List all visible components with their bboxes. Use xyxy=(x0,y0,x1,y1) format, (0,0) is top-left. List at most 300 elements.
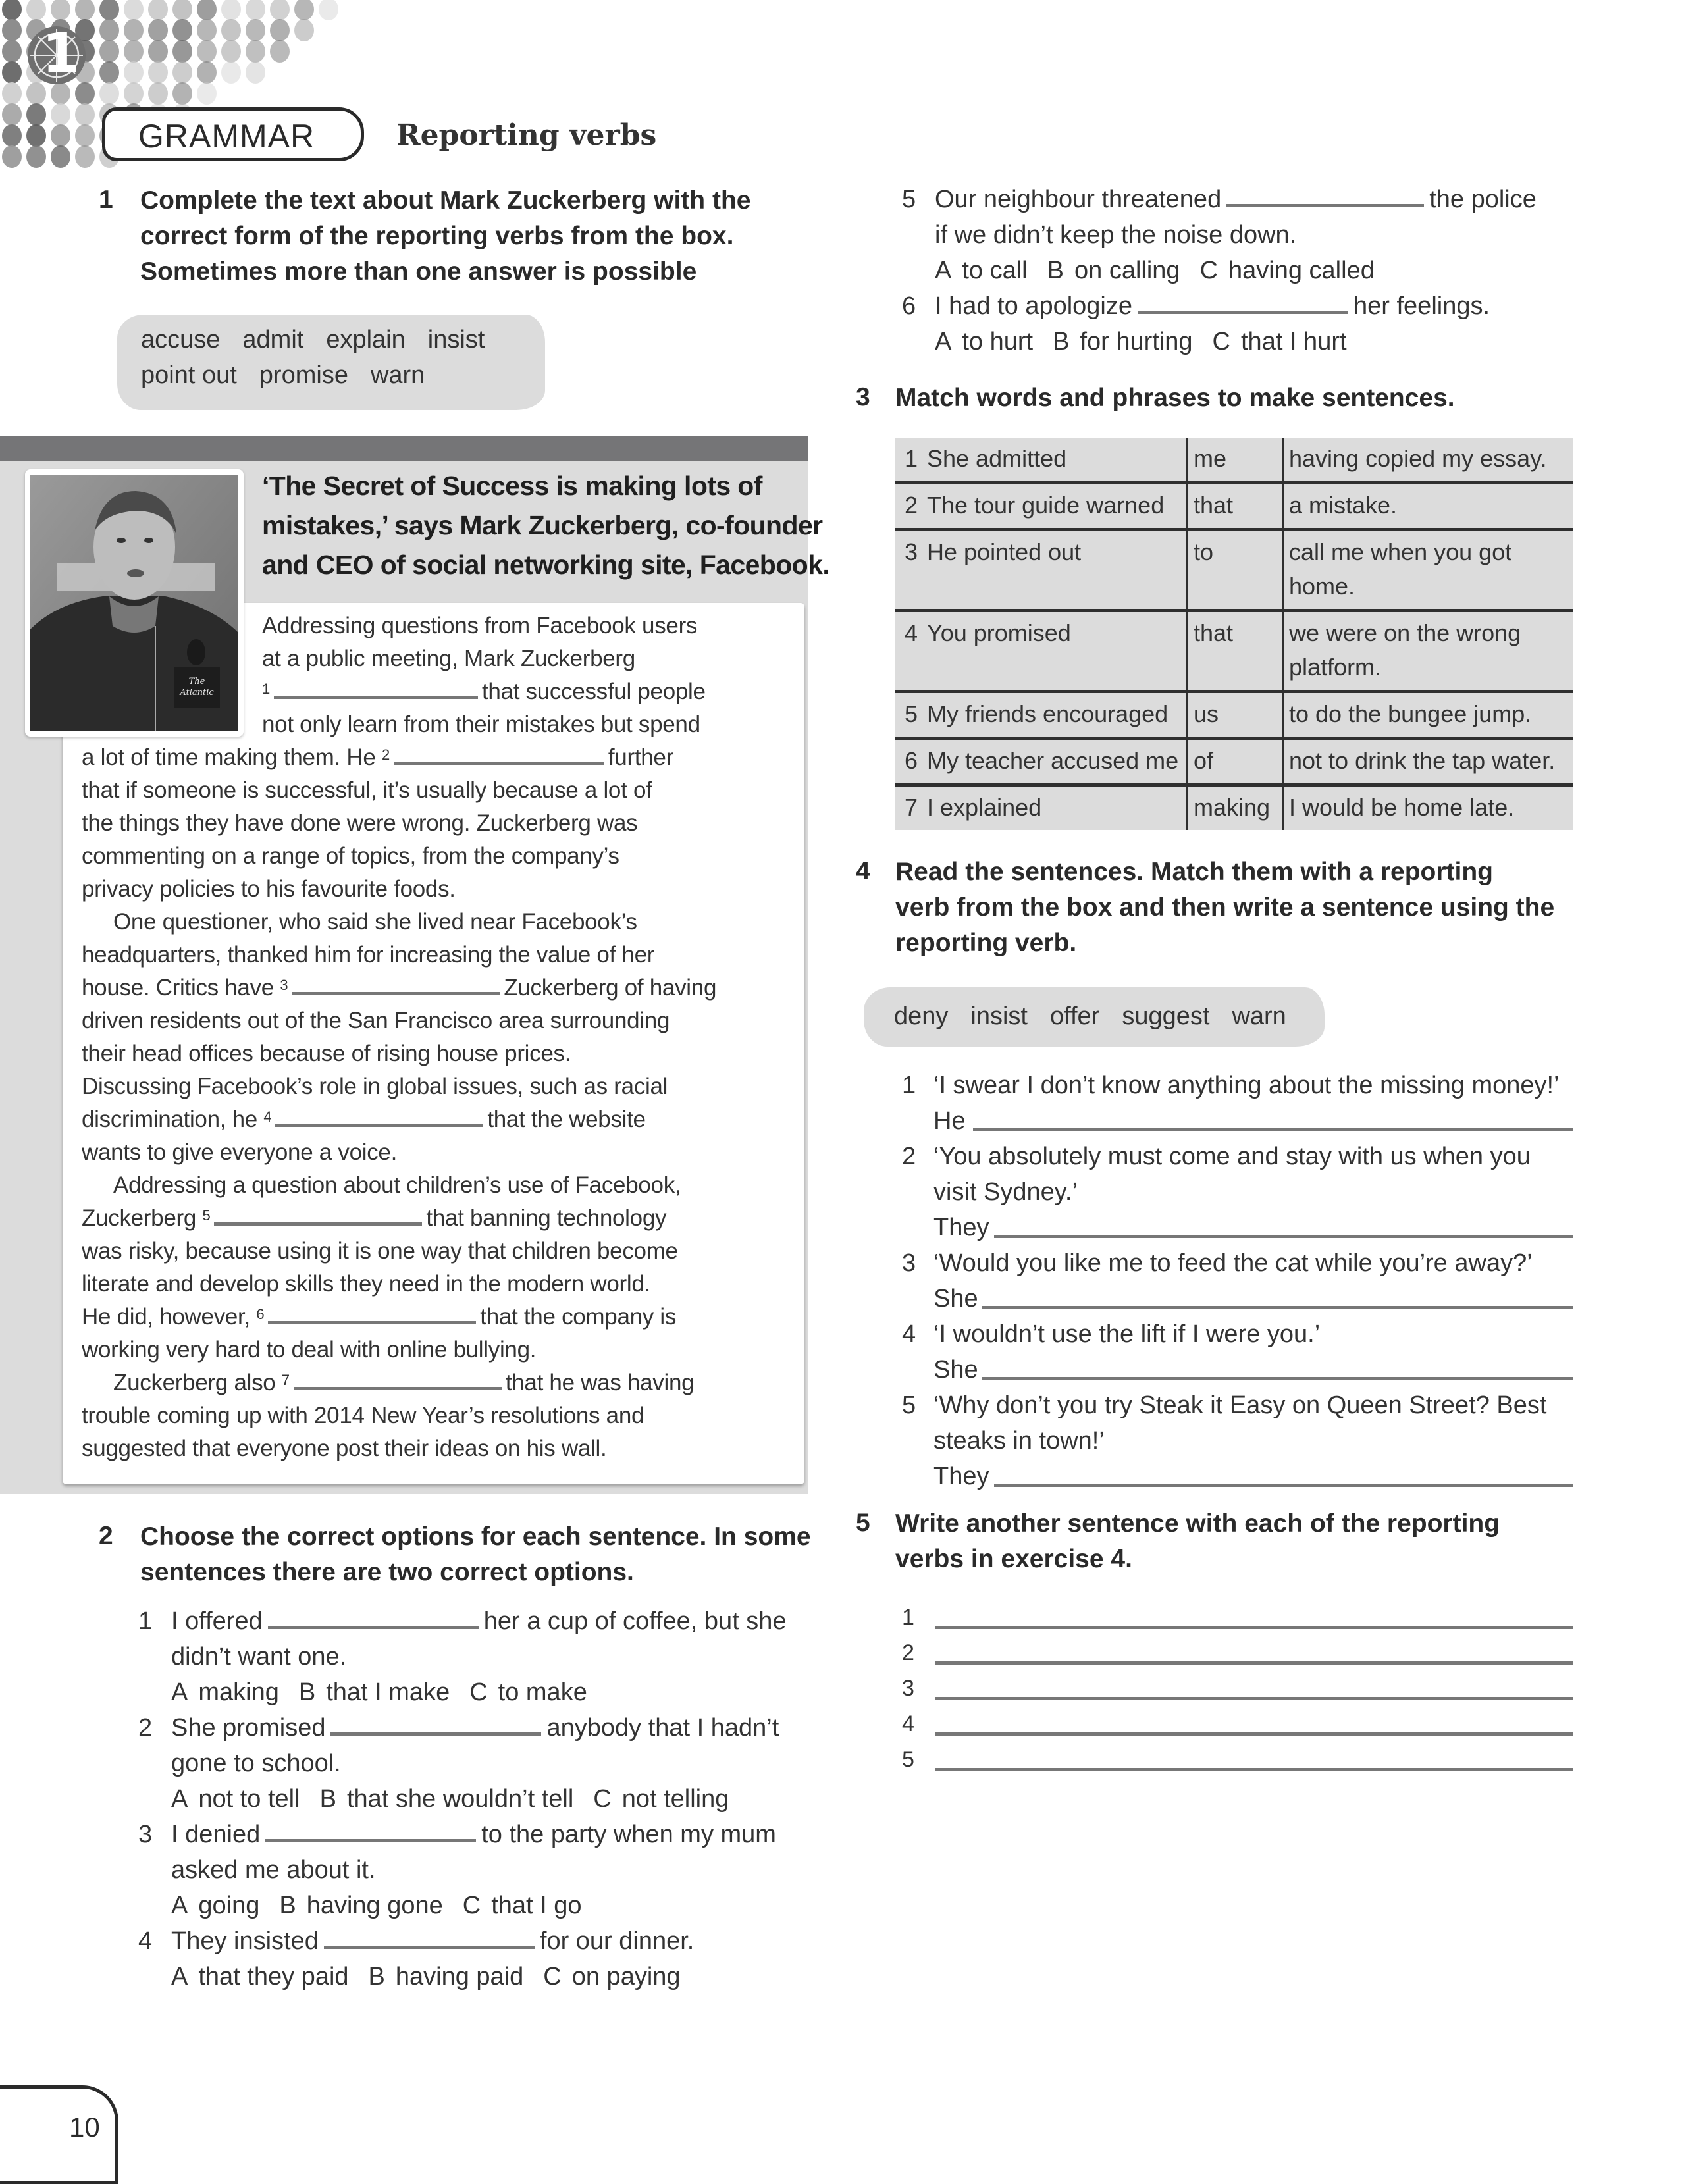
exercise-2-item xyxy=(171,1923,694,1959)
article-line: working very hard to deal with online bullying. xyxy=(82,1337,537,1363)
decorative-dot xyxy=(26,124,46,147)
article-photo xyxy=(25,469,244,737)
article-line: headquarters, thanked him for increasing the value of her xyxy=(82,942,655,968)
exercise-2-number: 2 xyxy=(99,1522,113,1550)
word-option: warn xyxy=(1232,1002,1286,1030)
linking-word[interactable]: that xyxy=(1188,483,1283,530)
decorative-dot xyxy=(221,0,241,20)
table-row xyxy=(895,438,1573,483)
decorative-dot xyxy=(246,19,265,41)
end-text: to do the bungee jump. xyxy=(1289,700,1532,727)
answer-line-input[interactable] xyxy=(994,1484,1573,1487)
option-b[interactable] xyxy=(299,1678,450,1706)
line-number: 3 xyxy=(902,1676,914,1701)
item-text: anybody that I hadn’t xyxy=(546,1714,779,1742)
decorative-dot xyxy=(75,82,95,105)
item-number: 2 xyxy=(902,1143,916,1170)
decorative-dot xyxy=(51,82,70,105)
instruction-line: correct form of the reporting verbs from the box. xyxy=(140,222,734,250)
item-text: for our dinner. xyxy=(539,1927,695,1955)
answer-line-input[interactable] xyxy=(982,1377,1573,1380)
item-number: 3 xyxy=(902,1249,916,1277)
option-a[interactable] xyxy=(171,1892,259,1919)
item-text: her a cup of coffee, but she xyxy=(483,1607,787,1635)
gap-3-input[interactable] xyxy=(292,974,500,995)
option-a[interactable] xyxy=(171,1785,300,1813)
answer-line-input[interactable] xyxy=(935,1626,1573,1629)
end-text: not to drink the tap water. xyxy=(1289,747,1556,774)
word-option: insist xyxy=(970,1002,1028,1030)
decorative-dot xyxy=(148,61,168,84)
end-text: a mistake. xyxy=(1289,492,1398,519)
decorative-dot xyxy=(197,19,217,41)
decorative-dot xyxy=(26,145,46,168)
decorative-dot xyxy=(294,19,314,41)
decorative-dot xyxy=(124,82,144,105)
option-letter: A xyxy=(171,1963,188,1990)
article-line: He did, however, $^6$ that the company is xyxy=(82,1304,677,1330)
gap-4-input[interactable] xyxy=(275,1105,483,1127)
option-row xyxy=(171,1675,607,1710)
sentence-start[interactable] xyxy=(895,483,1188,530)
option-a[interactable] xyxy=(171,1963,349,1990)
line-number: 2 xyxy=(902,1640,914,1665)
option-text: having gone xyxy=(306,1892,443,1919)
instruction-line: Choose the correct options for each sentence. In some xyxy=(140,1522,811,1551)
table-row xyxy=(895,611,1573,692)
item-text: They insisted xyxy=(171,1927,319,1955)
decorative-dot xyxy=(148,19,168,41)
word-option: point out xyxy=(141,361,237,389)
word-option: warn xyxy=(370,361,425,389)
option-letter: C xyxy=(593,1785,612,1813)
gap-6-input[interactable] xyxy=(268,1303,476,1324)
table-row xyxy=(895,483,1573,530)
answer-gap-input[interactable] xyxy=(330,1713,541,1736)
decorative-dot xyxy=(26,103,46,126)
decorative-dot xyxy=(148,82,168,105)
option-a[interactable] xyxy=(171,1678,279,1706)
row-number: 6 xyxy=(905,747,918,774)
gap-number: 2 xyxy=(381,746,390,763)
article-line: One questioner, who said she lived near Facebook’s xyxy=(113,909,637,935)
decorative-dot xyxy=(75,0,95,20)
article-line: Zuckerberg $^5$ that banning technology xyxy=(82,1205,667,1231)
item-number: 4 xyxy=(902,1320,916,1348)
article-line: $^1$ that successful people xyxy=(262,679,706,704)
decorative-dot xyxy=(2,40,22,63)
option-text: to make xyxy=(498,1678,587,1706)
option-letter: A xyxy=(935,257,952,284)
decorative-dot xyxy=(51,103,70,126)
item-continuation: didn’t want one. xyxy=(171,1643,347,1671)
linking-word[interactable]: making xyxy=(1188,785,1283,831)
option-c[interactable] xyxy=(543,1963,680,1990)
instruction-line: verb from the box and then write a sentence using the xyxy=(895,893,1555,922)
article-line: a lot of time making them. He $^2$ further xyxy=(82,744,673,770)
option-text: to call xyxy=(962,257,1028,284)
option-row xyxy=(171,1959,700,1994)
option-text: having called xyxy=(1228,257,1375,284)
sentence-start[interactable] xyxy=(895,530,1188,611)
table-row xyxy=(895,739,1573,785)
article-line: that if someone is successful, it’s usually because a lot of xyxy=(82,777,652,803)
gap-7-input[interactable] xyxy=(294,1368,502,1390)
answer-line-input[interactable] xyxy=(935,1661,1573,1665)
item-text: I offered xyxy=(171,1607,263,1635)
start-text: She admitted xyxy=(927,445,1067,472)
option-c[interactable] xyxy=(593,1785,729,1813)
option-text: on paying xyxy=(571,1963,681,1990)
decorative-dot xyxy=(124,61,144,84)
option-b[interactable] xyxy=(320,1785,574,1813)
decorative-dot xyxy=(246,40,265,63)
article-line: driven residents out of the San Francisco area surrounding xyxy=(82,1008,670,1033)
article-headline xyxy=(262,466,830,585)
article-header-bar xyxy=(0,436,808,461)
exercise-3-instruction: Match words and phrases to make sentences. xyxy=(895,384,1455,412)
row-number: 2 xyxy=(905,492,918,519)
option-c[interactable] xyxy=(1213,328,1347,355)
answer-gap-input[interactable] xyxy=(1226,184,1424,207)
page-number: 10 xyxy=(69,2112,100,2143)
option-text: on calling xyxy=(1074,257,1180,284)
decorative-dot xyxy=(99,0,119,20)
option-row xyxy=(171,1888,602,1923)
word-option: promise xyxy=(259,361,348,389)
quote-text: ‘You absolutely must come and stay with us when you xyxy=(933,1143,1531,1170)
option-b[interactable] xyxy=(1047,257,1180,284)
row-number: 3 xyxy=(905,538,918,565)
item-number: 5 xyxy=(902,186,916,213)
item-continuation: gone to school. xyxy=(171,1750,341,1777)
article-line: their head offices because of rising house prices. xyxy=(82,1041,571,1066)
option-letter: A xyxy=(935,328,952,355)
start-text: He pointed out xyxy=(927,538,1082,565)
option-letter: B xyxy=(368,1963,385,1990)
decorative-dot xyxy=(172,0,192,20)
decorative-dot xyxy=(2,145,22,168)
table-row xyxy=(895,785,1573,831)
end-text: home. xyxy=(1289,573,1355,600)
decorative-dot xyxy=(197,0,217,20)
gap-number: 7 xyxy=(281,1372,290,1388)
gap-number: 6 xyxy=(256,1306,265,1322)
section-label: GRAMMAR xyxy=(138,118,315,155)
word-option: offer xyxy=(1049,1002,1100,1030)
item-continuation: if we didn’t keep the noise down. xyxy=(935,221,1297,249)
sentence-end[interactable] xyxy=(1283,785,1574,831)
gap-number: 3 xyxy=(280,977,288,993)
linking-word[interactable]: of xyxy=(1188,739,1283,785)
option-row xyxy=(935,324,1367,359)
row-number: 1 xyxy=(905,445,918,472)
decorative-dot xyxy=(148,0,168,20)
option-text: making xyxy=(198,1678,279,1706)
instruction-line: Read the sentences. Match them with a reporting xyxy=(895,858,1494,886)
decorative-dot xyxy=(51,124,70,147)
exercise-4-instruction xyxy=(895,854,1554,961)
item-text: to the party when my mum xyxy=(481,1821,776,1848)
gap-5-input[interactable] xyxy=(214,1204,422,1226)
decorative-dot xyxy=(124,0,144,20)
option-text: going xyxy=(198,1892,260,1919)
subject-label: She xyxy=(933,1285,978,1313)
word-option: insist xyxy=(427,326,485,353)
sentence-end[interactable] xyxy=(1283,483,1574,530)
answer-gap-input[interactable] xyxy=(268,1606,479,1629)
end-text: I would be home late. xyxy=(1289,794,1515,821)
gap-number: 4 xyxy=(263,1108,272,1125)
word-option: explain xyxy=(326,326,406,353)
article-line: privacy policies to his favourite foods. xyxy=(82,876,456,902)
item-number: 3 xyxy=(138,1821,153,1848)
option-text: to hurt xyxy=(962,328,1034,355)
exercise-2-item xyxy=(171,1603,787,1639)
gap-2-input[interactable] xyxy=(394,743,604,765)
option-text: that I make xyxy=(326,1678,450,1706)
sentence-end[interactable] xyxy=(1283,739,1574,785)
option-text: having paid xyxy=(395,1963,524,1990)
section-label-pill xyxy=(102,107,364,161)
linking-word[interactable]: to xyxy=(1188,530,1283,611)
sentence-end[interactable] xyxy=(1283,611,1574,692)
row-number: 5 xyxy=(905,700,918,727)
article-line: the things they have done were wrong. Zuckerberg was xyxy=(82,810,638,836)
exercise-2-item xyxy=(171,1710,779,1746)
instruction-line: sentences there are two correct options. xyxy=(140,1558,634,1586)
answer-line-input[interactable] xyxy=(935,1697,1573,1700)
option-letter: A xyxy=(171,1892,188,1919)
answer-gap-input[interactable] xyxy=(324,1926,535,1949)
option-c[interactable] xyxy=(469,1678,587,1706)
start-text: My teacher accused me xyxy=(927,747,1179,774)
exercise-2-item xyxy=(171,1817,776,1852)
line-number: 5 xyxy=(902,1747,914,1772)
option-letter: C xyxy=(1199,257,1219,284)
article-line: trouble coming up with 2014 New Year’s resolutions and xyxy=(82,1403,644,1428)
start-text: You promised xyxy=(927,619,1071,646)
answer-line-input[interactable] xyxy=(982,1306,1573,1309)
linking-word[interactable]: me xyxy=(1188,438,1283,483)
decorative-dot xyxy=(172,82,192,105)
decorative-dot xyxy=(51,0,70,20)
page-title: Reporting verbs xyxy=(396,118,657,152)
sentence-start[interactable] xyxy=(895,739,1188,785)
gap-1-input[interactable] xyxy=(274,677,478,699)
sentence-start[interactable] xyxy=(895,611,1188,692)
article-line: was risky, because using it is one way that children become xyxy=(82,1238,678,1264)
article-line: suggested that everyone post their ideas on his wall. xyxy=(82,1436,607,1461)
row-number: 4 xyxy=(905,619,918,646)
option-c[interactable] xyxy=(1200,257,1375,284)
end-text: we were on the wrong xyxy=(1289,619,1521,646)
item-text: Our neighbour threatened xyxy=(935,186,1222,213)
instruction-line: Complete the text about Mark Zuckerberg with the xyxy=(140,186,751,215)
option-b[interactable] xyxy=(279,1892,442,1919)
subject-label: She xyxy=(933,1356,978,1384)
decorative-dot xyxy=(2,61,22,84)
word-option: accuse xyxy=(141,326,221,353)
decorative-dot xyxy=(99,82,119,105)
exercise-2-instruction xyxy=(140,1519,811,1590)
answer-line-input[interactable] xyxy=(935,1732,1573,1736)
option-letter: C xyxy=(469,1678,488,1706)
item-number: 5 xyxy=(902,1391,916,1419)
article-line: Addressing a question about children’s use of Facebook, xyxy=(113,1172,681,1198)
decorative-dot xyxy=(99,19,119,41)
decorative-dot xyxy=(2,103,22,126)
item-text: She promised xyxy=(171,1714,326,1742)
item-number: 6 xyxy=(902,292,916,320)
option-text: that I go xyxy=(491,1892,582,1919)
word-box-exercise-1 xyxy=(117,315,545,410)
decorative-dot xyxy=(197,40,217,63)
option-letter: B xyxy=(298,1678,316,1706)
option-b[interactable] xyxy=(369,1963,524,1990)
headline-line: ‘The Secret of Success is making lots of xyxy=(262,471,762,501)
headline-line: mistakes,’ says Mark Zuckerberg, co-founder xyxy=(262,510,823,540)
decorative-dot xyxy=(26,0,46,20)
decorative-dot xyxy=(221,19,241,41)
decorative-dot xyxy=(148,40,168,63)
word-option: suggest xyxy=(1122,1002,1210,1030)
decorative-dot xyxy=(75,145,95,168)
line-number: 4 xyxy=(902,1711,914,1736)
decorative-dot xyxy=(51,145,70,168)
decorative-dot xyxy=(172,61,192,84)
decorative-dot xyxy=(319,0,338,20)
answer-line-input[interactable] xyxy=(973,1128,1573,1131)
row-number: 7 xyxy=(905,794,918,821)
item-continuation: asked me about it. xyxy=(171,1856,376,1884)
answer-gap-input[interactable] xyxy=(265,1819,476,1842)
article-line: Zuckerberg also $^7$ that he was having xyxy=(113,1370,695,1395)
decorative-dot xyxy=(75,124,95,147)
word-option: deny xyxy=(894,1002,949,1030)
decorative-dot xyxy=(75,103,95,126)
decorative-dot xyxy=(172,19,192,41)
linking-word[interactable]: us xyxy=(1188,692,1283,739)
subject-label: He xyxy=(933,1107,966,1135)
option-text: that she wouldn’t tell xyxy=(346,1785,574,1813)
gap-number: 5 xyxy=(202,1207,211,1224)
article-line: Discussing Facebook’s role in global issues, such as racial xyxy=(82,1074,668,1099)
sentence-end[interactable] xyxy=(1283,692,1574,739)
answer-line-input[interactable] xyxy=(935,1768,1573,1771)
start-text: I explained xyxy=(927,794,1042,821)
unit-number: 1 xyxy=(42,22,80,85)
article-line: discrimination, he $^4$ that the website xyxy=(82,1106,646,1132)
decorative-dot xyxy=(197,82,217,105)
article-line: commenting on a range of topics, from the company’s xyxy=(82,843,619,869)
end-text: platform. xyxy=(1289,654,1382,681)
answer-line-input[interactable] xyxy=(994,1235,1573,1238)
instruction-line: verbs in exercise 4. xyxy=(895,1545,1132,1573)
answer-gap-input[interactable] xyxy=(1138,291,1348,314)
exercise-5-number: 5 xyxy=(856,1509,870,1537)
option-row xyxy=(935,253,1394,288)
decorative-dot xyxy=(2,19,22,41)
decorative-dot xyxy=(221,61,241,84)
quote-text: ‘I wouldn’t use the lift if I were you.’ xyxy=(933,1320,1321,1348)
sentence-start[interactable] xyxy=(895,785,1188,831)
decorative-dot xyxy=(197,61,217,84)
sentence-end[interactable] xyxy=(1283,438,1574,483)
decorative-dot xyxy=(270,19,290,41)
decorative-dot xyxy=(124,19,144,41)
instruction-line: Sometimes more than one answer is possible xyxy=(140,257,697,286)
option-text: not to tell xyxy=(198,1785,300,1813)
decorative-dot xyxy=(2,0,22,20)
decorative-dot xyxy=(172,40,192,63)
decorative-dot xyxy=(246,0,265,20)
option-letter: C xyxy=(462,1892,481,1919)
option-b[interactable] xyxy=(1053,328,1192,355)
item-text: I had to apologize xyxy=(935,292,1133,320)
exercise-1-instruction xyxy=(140,183,750,290)
exercise-1-number: 1 xyxy=(99,186,113,214)
exercise-3-number: 3 xyxy=(856,383,870,411)
matching-table xyxy=(895,438,1573,830)
quote-text: steaks in town!’ xyxy=(933,1427,1105,1455)
page-number-frame xyxy=(0,2085,118,2184)
decorative-dot xyxy=(221,40,241,63)
option-letter: A xyxy=(171,1678,188,1706)
option-text: not telling xyxy=(621,1785,729,1813)
article-line: house. Critics have $^3$ Zuckerberg of having xyxy=(82,975,717,1001)
table-row xyxy=(895,692,1573,739)
option-a[interactable] xyxy=(935,257,1028,284)
item-text: the police xyxy=(1429,186,1537,213)
option-a[interactable] xyxy=(935,328,1033,355)
end-text: call me when you got xyxy=(1289,538,1512,565)
decorative-dot xyxy=(99,61,119,84)
quote-text: visit Sydney.’ xyxy=(933,1178,1078,1206)
decorative-dot xyxy=(26,82,46,105)
option-text: for hurting xyxy=(1080,328,1193,355)
decorative-dot xyxy=(124,40,144,63)
linking-word[interactable]: that xyxy=(1188,611,1283,692)
decorative-dot xyxy=(246,61,265,84)
option-c[interactable] xyxy=(463,1892,582,1919)
microphone-flag-logo: The Atlantic xyxy=(180,677,214,698)
exercise-2-item xyxy=(935,288,1490,324)
sentence-start[interactable] xyxy=(895,438,1188,483)
sentence-end[interactable] xyxy=(1283,530,1574,611)
option-row xyxy=(171,1781,749,1817)
item-number: 4 xyxy=(138,1927,153,1955)
word-box-exercise-4 xyxy=(864,987,1325,1047)
line-number: 1 xyxy=(902,1605,914,1630)
article-line: wants to give everyone a voice. xyxy=(82,1139,398,1165)
item-number: 1 xyxy=(138,1607,153,1635)
sentence-start[interactable] xyxy=(895,692,1188,739)
option-letter: B xyxy=(1053,328,1070,355)
quote-text: ‘Would you like me to feed the cat while you’re away?’ xyxy=(933,1249,1533,1277)
decorative-dot xyxy=(99,40,119,63)
subject-label: They xyxy=(933,1463,989,1490)
option-text: that I hurt xyxy=(1241,328,1347,355)
decorative-dot xyxy=(2,82,22,105)
unit-badge xyxy=(26,22,87,86)
start-text: My friends encouraged xyxy=(927,700,1169,727)
word-option: admit xyxy=(242,326,304,353)
subject-label: They xyxy=(933,1214,989,1241)
article-line: at a public meeting, Mark Zuckerberg xyxy=(262,646,635,671)
article-line: not only learn from their mistakes but spend xyxy=(262,712,700,737)
option-text: that they paid xyxy=(198,1963,349,1990)
